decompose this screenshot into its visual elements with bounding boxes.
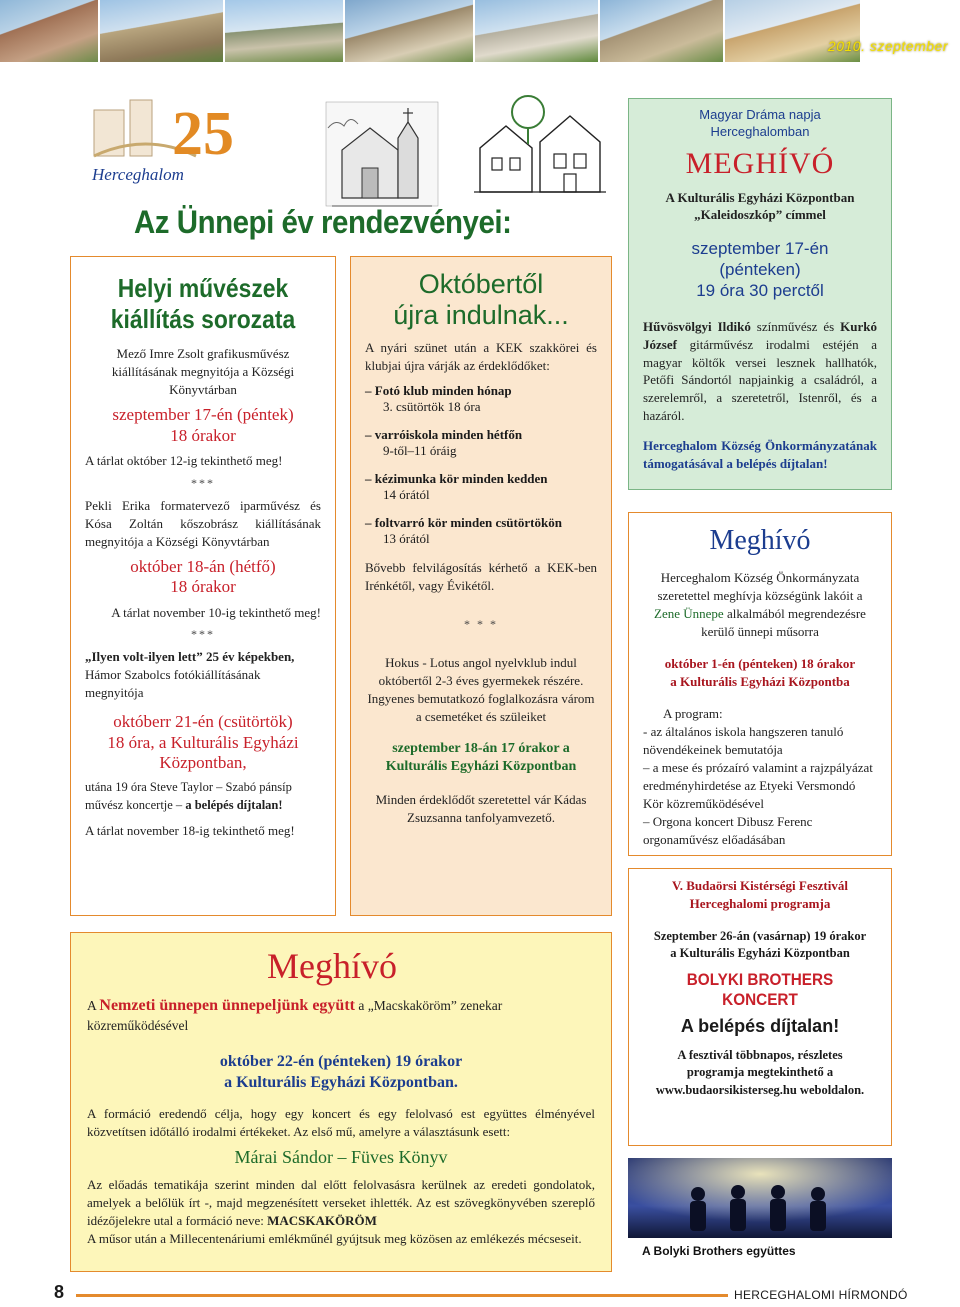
list-item (365, 471, 597, 503)
photo-building-4 (475, 0, 600, 62)
separator-stars: *** (191, 475, 215, 490)
national-holiday-theme (87, 1176, 595, 1230)
local-artists-panel (70, 256, 336, 916)
exhibition-3-date (85, 712, 321, 773)
info-line: programja megtekinthető a (686, 1065, 834, 1080)
festival-title (641, 877, 879, 912)
music-day-date (643, 655, 877, 691)
date-line: október 22-én (pénteken) 19 órakor (219, 1052, 463, 1070)
drama-invitation-title: MEGHÍVÓ (685, 146, 835, 180)
title-line: Októbertől (418, 269, 544, 299)
heading-line: Herceghalomban (710, 123, 810, 139)
list-item (365, 383, 597, 415)
exhibition-1-end: A tárlat október 12-ig tekinthető meg! (85, 452, 283, 468)
festival-panel (628, 868, 892, 1146)
national-holiday-intro (87, 995, 595, 1036)
title-line: Helyi művészek (117, 273, 289, 303)
date-line: szeptember 17-én (péntek) (112, 405, 294, 425)
performer-text: gitárművész irodalmi estéjén a magyar költők versei lesznek hallhatók, Petőfi Sándortól napjainkig a családról, a szerelemről, a szeretetről, Istenről, és a hazáról. (643, 336, 877, 424)
title-line: Herceghalomi programja (689, 895, 831, 911)
list-item (365, 427, 597, 459)
intro-text: alkalmából megrendezésre kerülő ünnepi műsorra (701, 605, 866, 639)
clubs-closing: Minden érdeklődőt szeretettel vár Kádas Zsuzsanna tanfolyamvezető. (375, 792, 587, 826)
performer-text: színművész és (750, 318, 841, 334)
national-holiday-closing: A műsor után a Millecentenáriumi emlékműnél gyújtsuk meg közösen az emlékezés mécseseit. (87, 1230, 582, 1246)
photo-building-5 (600, 0, 725, 62)
exhibition-3-text (85, 648, 321, 702)
date-line: 18 óra, a Kulturális Egyházi (107, 732, 299, 752)
list-item: - az általános iskola hangszeren tanuló növendékeinek bemutatója (643, 724, 844, 757)
title-line: kiállítás sorozata (110, 304, 296, 335)
date-line: Központban, (159, 753, 247, 773)
exhibition-3-desc: Hámor Szabolcs fotókiállításának megnyitója (85, 667, 261, 701)
club-detail: 9-től–11 óráig (383, 442, 457, 458)
title-line: V. Budaörsi Kistérségi Fesztivál (672, 878, 848, 893)
exhibition-2-date (85, 557, 321, 598)
exhibition-2-text: Pekli Erika formatervező iparművész és Kósa Zoltán kőszobrász kiállításának megnyitója a Községi Könyvtárban (85, 497, 321, 549)
date-line: 18 órakor (170, 577, 236, 597)
date-line: október 18-án (hétfő) (130, 556, 276, 576)
exhibition-1-date (85, 405, 321, 446)
club-name: – varróiskola minden hétfőn (365, 426, 523, 442)
club-name: – kézimunka kör minden kedden (365, 470, 548, 486)
drama-day-panel (628, 98, 892, 490)
drama-venue (643, 189, 877, 224)
separator-stars: * * * (464, 616, 498, 631)
national-holiday-title: Meghívó (267, 946, 397, 986)
drama-description (643, 318, 877, 426)
club-detail: 3. csütörtök 18 óra (383, 398, 481, 414)
info-line: A fesztivál többnapos, részletes (677, 1047, 843, 1062)
date-line: a Kulturális Egyházi Központba (670, 673, 850, 689)
exhibition-3-concert (85, 779, 321, 814)
free-entry-label: A belépés díjtalan! (680, 1015, 840, 1036)
highlight-text: Zene Ünnepe (654, 605, 724, 621)
date-line: október 1-én (pénteken) 18 órakor (664, 655, 856, 671)
program-title: A program: (663, 706, 723, 722)
bolyki-brothers-photo (628, 1158, 892, 1238)
national-holiday-description: A formáció eredendő célja, hogy egy koncert és egy felolvasó est együttes élményével közvetítsen időtálló irodalmi értékeket. Az első mű, amelyre a választásunk esett: (87, 1106, 595, 1140)
list-item (365, 515, 597, 547)
club-name: – foltvarró kör minden csütörtökön (365, 514, 562, 530)
photo-church (225, 0, 345, 62)
exhibition-1-text: Mező Imre Zsolt grafikusművész kiállításának megnyitója a Községi Könyvtárban (111, 346, 295, 398)
church-sketch-illustration (322, 98, 442, 210)
anniversary-logo (86, 92, 296, 192)
publication-name: HERCEGHALOMI HÍRMONDÓ (728, 1288, 914, 1302)
drama-day-heading (643, 107, 877, 141)
exhibition-3-end: A tárlat november 18-ig tekinthető meg! (85, 822, 295, 838)
club-detail: 13 órától (383, 530, 430, 546)
highlight-text: Nemzeti ünnepen ünnepeljünk együtt (99, 997, 355, 1014)
date-line: októberr 21-én (csütörtök) (113, 712, 293, 732)
language-club-date (365, 740, 597, 778)
date-line: a Kulturális Egyházi Központban (670, 945, 850, 960)
book-title: Márai Sándor – Füves Könyv (234, 1147, 448, 1168)
drama-date (643, 238, 877, 302)
separator-stars: *** (191, 627, 215, 642)
houses-sketch-illustration (470, 92, 610, 202)
page-number: 8 (54, 1282, 65, 1302)
free-session-text: Ingyenes bemutatkozó foglalkozásra várom a csemetéket és szüleiket (367, 690, 595, 724)
exhibition-2-end: A tárlat november 10-ig tekinthető meg! (111, 604, 321, 620)
club-list (365, 383, 597, 547)
svg-text:Herceghalom: Herceghalom (92, 165, 184, 184)
festival-website-link[interactable]: www.budaorsikisterseg.hu weboldalon. (655, 1082, 865, 1097)
header-photo-strip (0, 0, 960, 62)
photo-building-2 (100, 0, 225, 62)
list-item: – Orgona koncert Dibusz Ferenc orgonaművész előadásában (643, 813, 813, 847)
free-entry-text: a belépés díjtalan! (185, 797, 283, 812)
concert-text: utána 19 óra Steve Taylor – Szabó pánsíp művész koncertje – (85, 780, 292, 812)
music-day-panel (628, 512, 892, 856)
heading-line: Magyar Dráma napja (699, 107, 821, 122)
date-line: szeptember 18-án 17 órakor a (392, 740, 570, 756)
venue-line: A Kulturális Egyházi Központban (665, 189, 855, 205)
local-artists-title (99, 273, 307, 335)
performer-name: Kurkó József (643, 318, 878, 352)
intro-text: a „Macskaköröm” zenekar közreműködésével (87, 998, 503, 1034)
exhibition-3-title: „Ilyen volt-ilyen lett” 25 év képekben, (85, 649, 295, 665)
date-line: a Kulturális Egyházi Központban. (224, 1073, 458, 1091)
clubs-info: Bővebb felvilágosítás kérhető a KEK-ben Irénkétől, vagy Évikétől. (365, 559, 597, 593)
title-line: újra indulnak... (393, 300, 569, 331)
theme-text: Az előadás tematikája szerint minden dal előtt felolvasásra kerülnek az eredeti gondolatok, amelyek a belőlük írt -, majd megzenésített verseket ihlették. Az est szövegkönyvében szereplő idézőjelekre utal a formáció neve: (87, 1177, 595, 1229)
club-detail: 14 órától (383, 486, 430, 502)
date-line: 19 óra 30 perctől (696, 281, 824, 301)
intro-text: Herceghalom Község Önkormányzata szeretettel meghívja községünk lakóit a (657, 570, 863, 603)
national-holiday-panel (70, 932, 612, 1272)
photo-building-3 (345, 0, 475, 62)
svg-text:25: 25 (172, 100, 234, 168)
page-main-heading: Az Ünnepi év rendezvényei: (134, 204, 512, 240)
photo-building-1 (0, 0, 100, 62)
list-item: – a mese és prózaíró valamint a rajzpályázat eredményhirdetése az Etyeki Versmondó Kör közreműködésével (643, 759, 873, 811)
drama-support: Herceghalom Község Önkormányzatának támogatásával a belépés díjtalan! (643, 438, 877, 472)
date-line: Szeptember 26-án (vasárnap) 19 órakor (653, 929, 867, 944)
clubs-title (365, 269, 597, 331)
music-day-intro (643, 569, 877, 641)
performer-name: Hűvösvölgyi Ildikó (643, 318, 751, 334)
band-name: MACSKAKÖRÖM (267, 1213, 377, 1229)
national-holiday-date (87, 1052, 595, 1094)
club-name: – Fotó klub minden hónap (365, 382, 512, 398)
venue-line: „Kaleidoszkóp” címmel (694, 207, 826, 223)
date-line: 18 órakor (170, 425, 236, 445)
festival-info (641, 1047, 879, 1100)
music-day-title: Meghívó (709, 525, 811, 556)
photo-caption: A Bolyki Brothers együttes (642, 1244, 796, 1258)
language-club-text: Hokus - Lotus angol nyelvklub indul októbertől 2-3 éves gyermekek részére. (378, 654, 584, 688)
clubs-panel (350, 256, 612, 916)
issue-date: 2010. szeptember (827, 38, 948, 54)
date-line: (pénteken) (719, 260, 801, 280)
festival-date (641, 928, 879, 962)
intro-text: A (87, 998, 100, 1013)
date-line: szeptember 17-én (691, 238, 829, 258)
concert-title: BOLYKI BROTHERS KONCERT (686, 969, 834, 1009)
clubs-intro: A nyári szünet után a KEK szakkörei és klubjai újra várják az érdeklődőket: (365, 340, 597, 374)
date-line: Kulturális Egyházi Központban (385, 759, 577, 775)
